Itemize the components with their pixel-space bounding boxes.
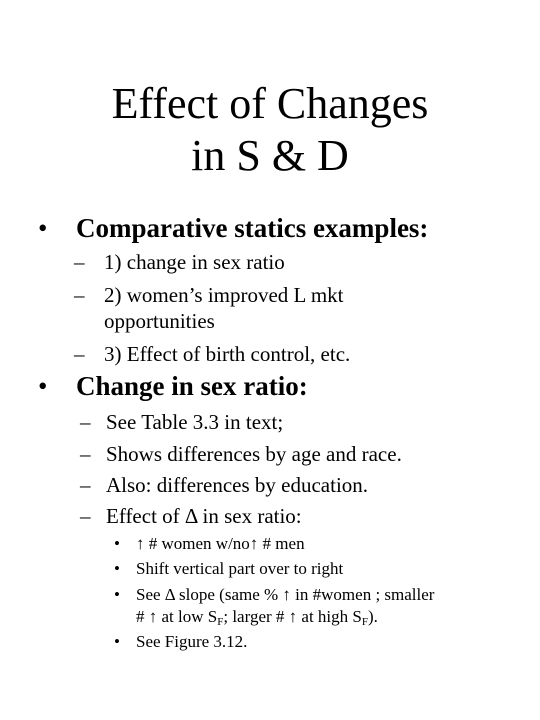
bullet-icon: • (114, 632, 120, 651)
dash-icon: – (74, 283, 85, 307)
sub-bullet-text: 1) change in sex ratio (104, 250, 285, 274)
sub-sub-bullet-text: ↑ # women w/no↑ # men (136, 534, 305, 553)
dash-icon: – (80, 410, 91, 434)
sub-sub-bullet-text: See Figure 3.12. (136, 632, 248, 651)
sub-bullet-text: See Table 3.3 in text; (106, 410, 284, 434)
bullet-icon: • (114, 559, 120, 578)
sub-bullet-text: Shows differences by age and race. (106, 442, 402, 466)
slope-cont-b: ; larger # ↑ at high S (223, 607, 362, 626)
sub-bullet-text: Effect of Δ in sex ratio: (106, 504, 302, 528)
sub-sub-bullet-text (136, 606, 378, 628)
slope-cont-a: # ↑ at low S (136, 607, 218, 626)
sub-bullet-text: 2) women’s improved L mkt (104, 283, 344, 307)
sub-bullet-text: Also: differences by education. (106, 473, 369, 497)
bullet-icon: • (114, 585, 120, 604)
dash-icon: – (80, 473, 91, 497)
dash-icon: – (74, 342, 85, 366)
bullet-icon: • (38, 213, 48, 243)
bullet-sex-ratio-label: Change in sex ratio: (76, 371, 308, 401)
sub-sub-bullet-text: Shift vertical part over to right (136, 559, 344, 578)
bullet-icon: • (38, 371, 48, 401)
bullet-icon: • (114, 534, 120, 553)
slope-cont-c: ). (367, 607, 378, 626)
dash-icon: – (80, 504, 91, 528)
sub-bullet-text: 3) Effect of birth control, etc. (104, 342, 351, 366)
slide-title (0, 78, 540, 182)
title-line-2: in S & D (191, 131, 349, 180)
dash-icon: – (80, 442, 91, 466)
bullet-comparative-label: Comparative statics examples: (76, 213, 429, 243)
title-line-1: Effect of Changes (111, 79, 429, 128)
subscript-f: F (217, 616, 224, 628)
sub-bullet-text: opportunities (104, 309, 215, 333)
dash-icon: – (74, 250, 85, 274)
sub-sub-bullet-text: See Δ slope (same % ↑ in #women ; smaller (136, 585, 435, 604)
subscript-f: F (361, 616, 368, 628)
